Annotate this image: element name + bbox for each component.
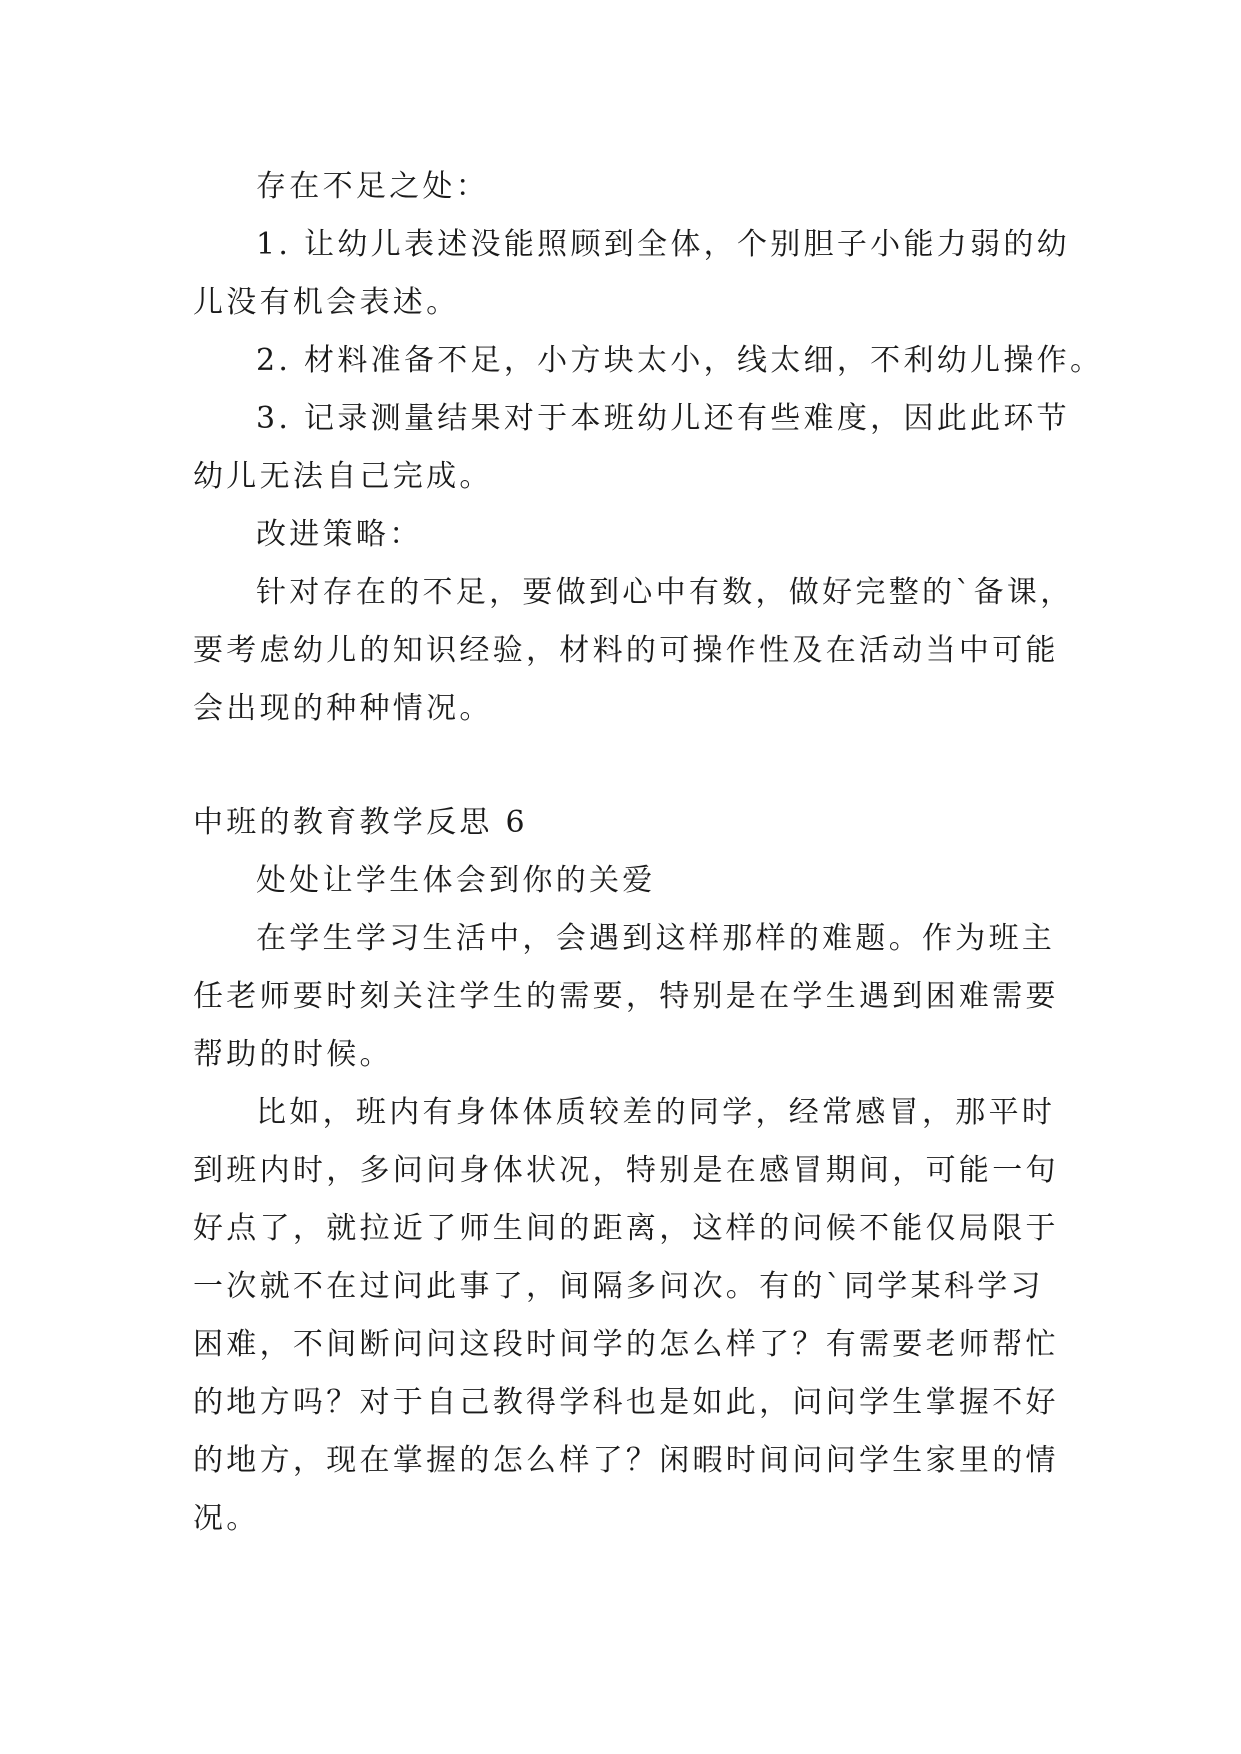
paragraph-line: 幼儿无法自己完成。 [193,459,493,494]
paragraph-line: 的地方，现在掌握的怎么样了？闲暇时间问问学生家里的情 [193,1443,1059,1478]
paragraph-line: 到班内时，多问问身体状况，特别是在感冒期间，可能一句 [193,1153,1059,1188]
paragraph-line: 帮助的时候。 [193,1037,393,1072]
paragraph-line: 况。 [193,1501,260,1536]
paragraph-line: 比如，班内有身体体质较差的同学，经常感冒，那平时 [256,1095,1056,1130]
paragraph-line: 的地方吗？对于自己教得学科也是如此，问问学生掌握不好 [193,1385,1059,1420]
paragraph-line: 改进策略： [256,517,423,552]
paragraph-line: 困难，不间断问问这段时间学的怎么样了？有需要老师帮忙 [193,1327,1059,1362]
paragraph-line: 儿没有机会表述。 [193,285,460,320]
paragraph-line: 3. 记录测量结果对于本班幼儿还有些难度，因此此环节 [256,401,1070,436]
section-heading: 中班的教育教学反思 6 [193,805,528,840]
paragraph-line: 1. 让幼儿表述没能照顾到全体，个别胆子小能力弱的幼 [256,227,1070,262]
paragraph-line: 好点了，就拉近了师生间的距离，这样的问候不能仅局限于 [193,1211,1059,1246]
section-subtitle: 处处让学生体会到你的关爱 [256,863,656,898]
paragraph-line: 在学生学习生活中，会遇到这样那样的难题。作为班主 [256,921,1056,956]
paragraph-line: 会出现的种种情况。 [193,691,493,726]
paragraph-line: 针对存在的不足，要做到心中有数，做好完整的`备课， [256,575,1074,610]
paragraph-line: 存在不足之处： [256,169,490,204]
paragraph-line: 一次就不在过问此事了，间隔多问次。有的`同学某科学习 [193,1269,1044,1304]
paragraph-line: 任老师要时刻关注学生的需要，特别是在学生遇到困难需要 [193,979,1059,1014]
paragraph-line: 2. 材料准备不足，小方块太小，线太细，不利幼儿操作。 [256,343,1104,378]
paragraph-line: 要考虑幼儿的知识经验，材料的可操作性及在活动当中可能 [193,633,1059,668]
